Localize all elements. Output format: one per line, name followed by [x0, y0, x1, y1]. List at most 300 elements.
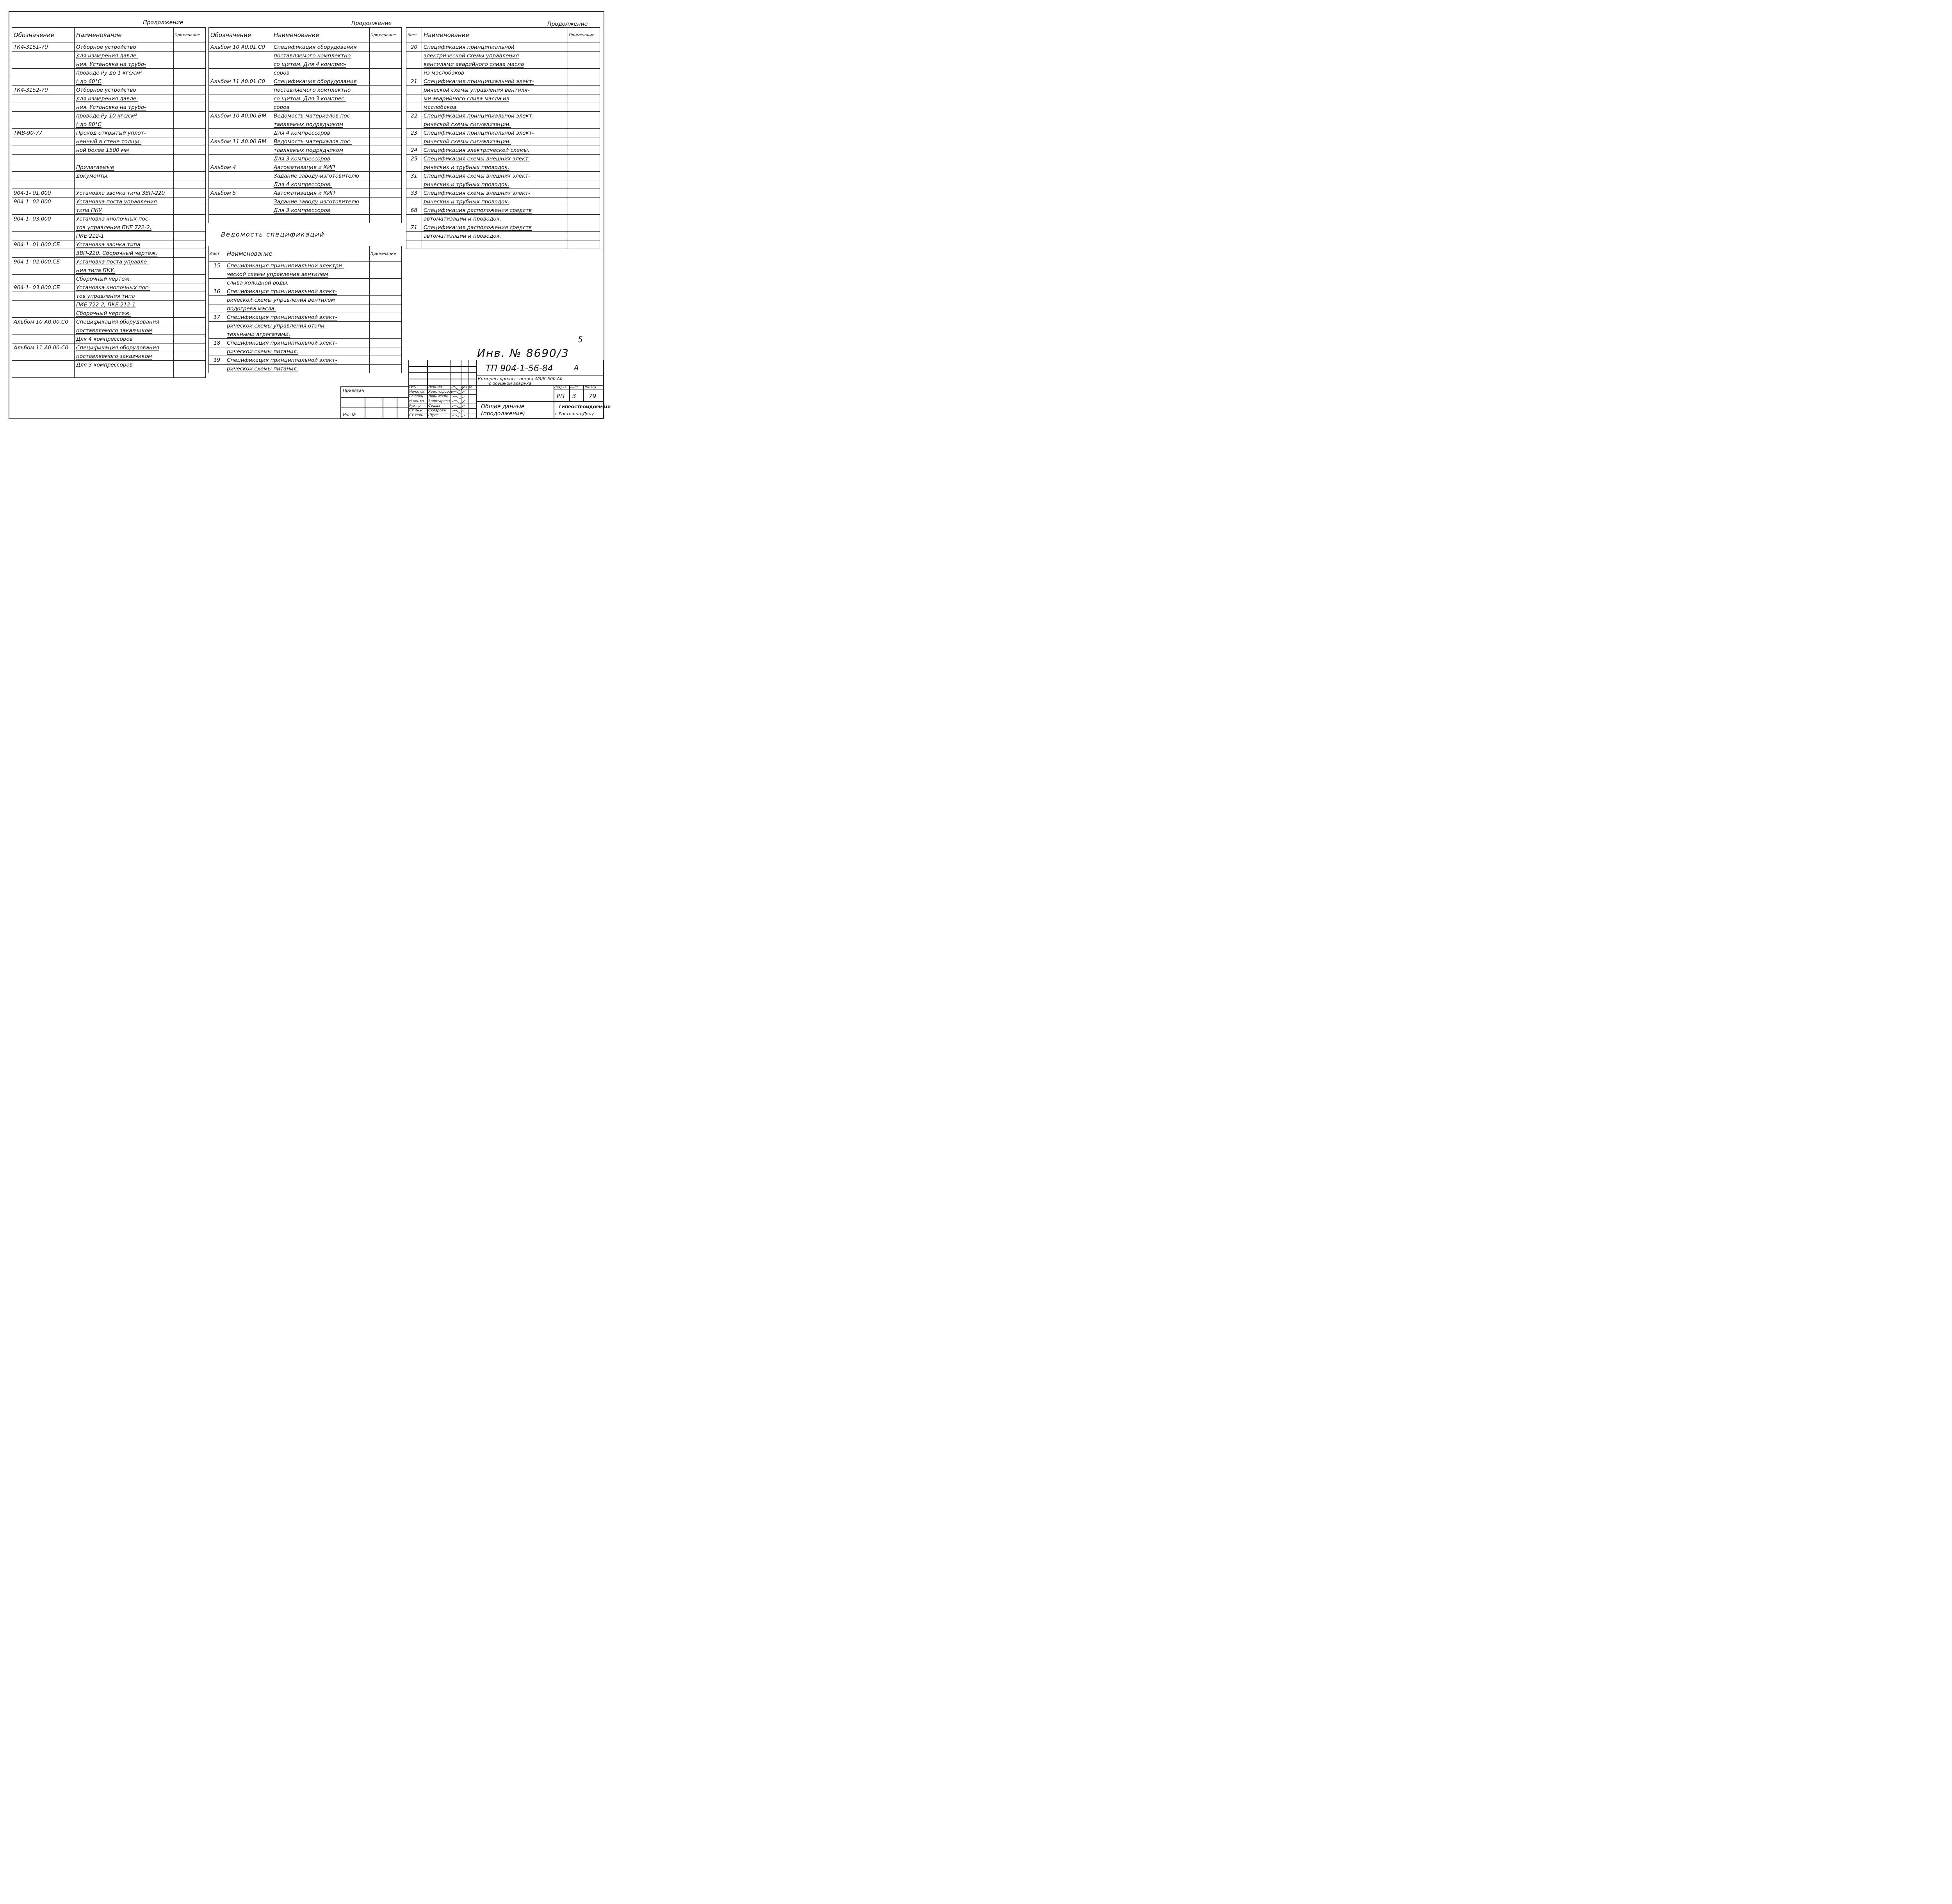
note-cell — [370, 146, 402, 155]
note-cell — [174, 43, 206, 52]
name-cell: Автоматизация и КИП — [272, 163, 370, 172]
name-cell: Спецификация расположения средств — [422, 206, 568, 215]
table-row — [209, 356, 402, 365]
table-row — [12, 112, 206, 120]
table-row — [12, 292, 206, 301]
table-row — [12, 283, 206, 292]
role-label: Рук.гр. — [409, 404, 422, 408]
name-cell: Для 4 компрессоров — [75, 335, 174, 343]
table-row — [406, 206, 600, 215]
designation-cell: 904-1- 01.000 — [12, 189, 75, 198]
designation-cell — [12, 275, 75, 283]
name-cell: Установка звонка типа ЗВП-220 — [75, 189, 174, 198]
note-cell — [370, 215, 402, 223]
table-row — [12, 266, 206, 275]
note-cell — [174, 223, 206, 232]
note-cell — [174, 258, 206, 266]
note-cell — [370, 112, 402, 120]
signer-name: Седых — [428, 404, 440, 408]
role-label: Гл.спец. — [409, 395, 424, 399]
table-row — [209, 155, 402, 163]
note-cell — [568, 189, 600, 198]
name-cell: Спецификация принципиальной электри- — [225, 262, 370, 270]
name-cell: из маслобаков — [422, 69, 568, 77]
note-cell — [174, 172, 206, 180]
name-cell: Проход открытый уплот- — [75, 129, 174, 137]
name-cell: Спецификация принципиальной элект- — [225, 313, 370, 322]
sheet-number-cell — [209, 330, 225, 339]
sheet-number-cell: 20 — [406, 43, 422, 52]
page-mark: 5 — [578, 335, 583, 344]
table-row — [12, 60, 206, 69]
note-cell — [174, 335, 206, 343]
designation-cell — [12, 249, 75, 258]
table-row — [12, 129, 206, 137]
name-cell: типа ПКУ — [75, 206, 174, 215]
sheet-number-cell — [406, 180, 422, 189]
sheet-number-cell — [406, 215, 422, 223]
table-row — [209, 137, 402, 146]
table-row — [12, 335, 206, 343]
designation-cell — [209, 215, 272, 223]
table-row — [12, 258, 206, 266]
note-cell — [568, 240, 600, 249]
designation-cell — [12, 60, 75, 69]
note-cell — [568, 180, 600, 189]
name-cell: Спецификация оборудования — [272, 77, 370, 86]
name-cell — [75, 180, 174, 189]
name-cell: рической схемы управления вентиля- — [422, 86, 568, 94]
note-cell — [370, 172, 402, 180]
name-cell: Спецификация схемы внешних элект- — [422, 155, 568, 163]
table-row — [209, 43, 402, 52]
signatures-graphic — [450, 385, 468, 418]
signer-name: Золотарева — [428, 399, 450, 403]
table-row — [209, 60, 402, 69]
note-cell — [174, 361, 206, 369]
note-cell — [370, 103, 402, 112]
designation-cell — [12, 292, 75, 301]
table-row — [12, 86, 206, 94]
col-designation-header: Обозначение — [209, 28, 272, 43]
designation-cell — [12, 266, 75, 275]
name-cell: Задание заводу-изготовителю — [272, 172, 370, 180]
note-cell — [370, 60, 402, 69]
sheet-number-cell — [406, 137, 422, 146]
table-row — [12, 103, 206, 112]
note-cell — [174, 318, 206, 326]
designation-cell: Альбом 11 А0.00.С0 — [12, 343, 75, 352]
note-cell — [568, 172, 600, 180]
note-cell — [370, 270, 402, 279]
note-cell — [370, 296, 402, 304]
name-cell: тавляемых подрядчиком — [272, 146, 370, 155]
col-sheet-header: Лист — [209, 246, 225, 262]
note-cell — [174, 155, 206, 163]
sheet-number-cell: 24 — [406, 146, 422, 155]
note-cell — [174, 52, 206, 60]
note-cell — [568, 77, 600, 86]
table-row — [12, 52, 206, 60]
name-cell: Автоматизация и КИП — [272, 189, 370, 198]
name-cell: Для 3 компрессоров — [75, 361, 174, 369]
table-row — [406, 120, 600, 129]
designation-cell: Альбом 11 А0.00.ВМ — [209, 137, 272, 146]
designation-cell — [209, 120, 272, 129]
name-cell: Задание заводу-изготовителю — [272, 198, 370, 206]
sheets-value: 79 — [589, 393, 597, 400]
designation-cell: Альбом 10 А0.01.С0 — [209, 43, 272, 52]
name-cell: для измерения давле- — [75, 94, 174, 103]
org-city: г.Ростов-на-Дону — [555, 411, 594, 416]
note-cell — [568, 215, 600, 223]
table-row — [209, 129, 402, 137]
note-cell — [370, 339, 402, 347]
table-row — [209, 330, 402, 339]
name-cell: t до 80°С — [75, 120, 174, 129]
note-cell — [568, 103, 600, 112]
note-cell — [370, 198, 402, 206]
sheet-number-cell — [406, 120, 422, 129]
name-cell: Отборное устройство — [75, 43, 174, 52]
name-cell: со щитом. Для 3 компрес- — [272, 94, 370, 103]
sheet-number-cell: 16 — [209, 287, 225, 296]
name-cell: рических и трубных проводок. — [422, 198, 568, 206]
table-row — [209, 287, 402, 296]
table-row — [406, 240, 600, 249]
designation-cell — [12, 301, 75, 309]
table-row — [209, 77, 402, 86]
note-cell — [174, 69, 206, 77]
table-row — [406, 52, 600, 60]
name-cell: Ведомость материалов пос- — [272, 112, 370, 120]
table-row — [406, 60, 600, 69]
table-row — [12, 180, 206, 189]
table-row — [209, 304, 402, 313]
designation-cell: 904-1- 02.000.СБ — [12, 258, 75, 266]
note-cell — [370, 330, 402, 339]
table-row — [12, 172, 206, 180]
name-cell: Сборочный чертеж. — [75, 309, 174, 318]
table-row — [406, 86, 600, 94]
note-cell — [370, 86, 402, 94]
note-cell — [174, 146, 206, 155]
table-row — [406, 180, 600, 189]
note-cell — [174, 163, 206, 172]
name-cell: поставляемого комплектно — [272, 86, 370, 94]
designation-cell — [209, 198, 272, 206]
note-cell — [568, 120, 600, 129]
name-cell: рических и трубных проводок. — [422, 163, 568, 172]
name-cell: рической схемы сигнализации. — [422, 120, 568, 129]
table-row — [12, 240, 206, 249]
designation-cell — [209, 103, 272, 112]
note-cell — [568, 86, 600, 94]
name-cell: документы. — [75, 172, 174, 180]
org-name: ГИПРОСТРОЙДОРМАШ — [559, 405, 611, 409]
table-row — [12, 309, 206, 318]
table-row — [209, 270, 402, 279]
designation-cell: 904-1- 01.000.СБ — [12, 240, 75, 249]
table-row — [12, 94, 206, 103]
sheet-number-cell: 19 — [209, 356, 225, 365]
name-cell: рической схемы сигнализации. — [422, 137, 568, 146]
note-cell — [174, 180, 206, 189]
designation-cell: 904-1- 02.000 — [12, 198, 75, 206]
sheet-number-cell: 68 — [406, 206, 422, 215]
sheet-number-cell: 22 — [406, 112, 422, 120]
designation-cell — [12, 120, 75, 129]
sheets-label: Листов — [584, 386, 596, 389]
designation-cell — [12, 103, 75, 112]
name-cell: слива холодной воды. — [225, 279, 370, 287]
name-cell: соров — [272, 103, 370, 112]
signer-name: Шуст — [428, 413, 438, 417]
table-row — [12, 352, 206, 361]
sheet-table-3 — [406, 27, 600, 249]
sheet-number-cell — [209, 347, 225, 356]
note-cell — [174, 94, 206, 103]
table-row — [209, 69, 402, 77]
table-row — [209, 52, 402, 60]
table-row — [406, 112, 600, 120]
sheet-number-cell: 23 — [406, 129, 422, 137]
table-row — [406, 155, 600, 163]
name-cell: автоматизации и проводок. — [422, 215, 568, 223]
name-cell — [272, 215, 370, 223]
designation-cell — [209, 86, 272, 94]
name-cell: Сборочный чертеж. — [75, 275, 174, 283]
designation-cell — [209, 172, 272, 180]
table-row — [12, 163, 206, 172]
name-cell: проводе Ру до 1 кгс/см² — [75, 69, 174, 77]
name-cell: вентилями аварийного слива масла — [422, 60, 568, 69]
name-cell: Для 3 компрессоров — [272, 155, 370, 163]
name-cell: Установка поста управления — [75, 198, 174, 206]
name-cell: Спецификация принципиальной элект- — [422, 129, 568, 137]
name-cell: Спецификация схемы внешних элект- — [422, 172, 568, 180]
note-cell — [568, 163, 600, 172]
note-cell — [174, 86, 206, 94]
designation-cell — [12, 326, 75, 335]
name-cell: поставляемого заказчиком — [75, 352, 174, 361]
table-row — [406, 198, 600, 206]
name-cell: проводе Ру 10 кгс/см² — [75, 112, 174, 120]
table-row — [209, 347, 402, 356]
note-cell — [568, 112, 600, 120]
note-cell — [568, 129, 600, 137]
note-cell — [370, 155, 402, 163]
signer-name: Христофоров — [428, 390, 453, 394]
designation-cell: Альбом 10 А0.00.С0 — [12, 318, 75, 326]
designation-cell — [12, 361, 75, 369]
note-cell — [568, 69, 600, 77]
name-cell: ческой схемы управления вентилем — [225, 270, 370, 279]
table-row — [12, 361, 206, 369]
note-cell — [568, 137, 600, 146]
role-label: Нач.отд. — [409, 390, 425, 394]
spec-list-title: Ведомость спецификаций — [221, 231, 325, 238]
name-cell: ния. Установка на трубо- — [75, 103, 174, 112]
col-name-header: Наименование — [225, 246, 370, 262]
note-cell — [370, 52, 402, 60]
designation-table-1 — [12, 27, 206, 378]
sheet-number-cell — [406, 240, 422, 249]
note-cell — [174, 189, 206, 198]
designation-cell — [209, 180, 272, 189]
table-row — [406, 232, 600, 240]
note-cell — [370, 365, 402, 373]
note-cell — [568, 206, 600, 215]
col-note-header: Примечание — [174, 28, 206, 43]
signer-name: Левинский — [428, 395, 449, 399]
designation-cell — [209, 69, 272, 77]
name-cell: рической схемы питания. — [225, 347, 370, 356]
name-cell: тов управления типа — [75, 292, 174, 301]
sheet-number-cell: 33 — [406, 189, 422, 198]
designation-cell — [209, 60, 272, 69]
table-row — [12, 223, 206, 232]
table-row — [12, 120, 206, 129]
name-cell: Установка поста управле- — [75, 258, 174, 266]
table-row — [12, 232, 206, 240]
note-cell — [568, 52, 600, 60]
designation-cell: 904-1- 03.000.СБ — [12, 283, 75, 292]
table-row — [209, 103, 402, 112]
name-cell: ненный в стене толщи- — [75, 137, 174, 146]
table-row — [12, 369, 206, 378]
note-cell — [568, 223, 600, 232]
project-line-2: с осушкой воздуха — [489, 381, 532, 386]
name-cell: ной более 1500 мм — [75, 146, 174, 155]
designation-cell — [12, 77, 75, 86]
note-cell — [370, 279, 402, 287]
sheet-number-cell — [209, 279, 225, 287]
name-cell: поставляемого комплектно — [272, 52, 370, 60]
sheet-table-4 — [208, 246, 402, 373]
inventory-number: Инв. № 8690/3 — [477, 347, 570, 359]
table-row — [12, 326, 206, 335]
name-cell: Установка звонка типа — [75, 240, 174, 249]
name-cell: соров — [272, 69, 370, 77]
designation-cell — [12, 146, 75, 155]
name-cell: ЗВП-220. Сборочный чертеж. — [75, 249, 174, 258]
note-cell — [174, 266, 206, 275]
note-cell — [568, 94, 600, 103]
designation-cell: ТМВ-90-77 — [12, 129, 75, 137]
name-cell: тов управления ПКЕ 722-2, — [75, 223, 174, 232]
col-name-header: Наименование — [422, 28, 568, 43]
sheet-number-cell — [406, 86, 422, 94]
designation-cell: Альбом 5 — [209, 189, 272, 198]
sheet-label: Лист — [570, 386, 578, 389]
signer-name: Склярова — [428, 409, 446, 413]
sheet-number-cell — [209, 270, 225, 279]
note-cell — [174, 326, 206, 335]
name-cell: Спецификация принципиальной элект- — [422, 77, 568, 86]
designation-cell — [12, 112, 75, 120]
note-cell — [174, 77, 206, 86]
table-row — [12, 137, 206, 146]
note-cell — [568, 60, 600, 69]
note-cell — [174, 249, 206, 258]
table-row — [12, 155, 206, 163]
name-cell: Спецификация схемы внешних элект- — [422, 189, 568, 198]
note-cell — [568, 155, 600, 163]
table-row — [209, 279, 402, 287]
note-cell — [174, 301, 206, 309]
table-row — [12, 189, 206, 198]
sheet-number-cell: 15 — [209, 262, 225, 270]
designation-cell — [12, 369, 75, 378]
table-row — [406, 103, 600, 112]
designation-cell — [209, 146, 272, 155]
note-cell — [174, 283, 206, 292]
name-cell: Спецификация расположения средств — [422, 223, 568, 232]
table-row — [209, 172, 402, 180]
name-cell — [75, 369, 174, 378]
designation-cell — [12, 94, 75, 103]
note-cell — [370, 322, 402, 330]
designation-cell — [209, 52, 272, 60]
table-row — [209, 94, 402, 103]
signer-name: Леонов — [428, 385, 442, 389]
note-cell — [370, 120, 402, 129]
table-row — [12, 343, 206, 352]
designation-cell — [12, 155, 75, 163]
name-cell: ния. Установка на трубо- — [75, 60, 174, 69]
note-cell — [370, 287, 402, 296]
name-cell: Спецификация электрической схемы. — [422, 146, 568, 155]
table-row — [406, 215, 600, 223]
name-cell — [75, 155, 174, 163]
name-cell: Спецификация оборудования — [272, 43, 370, 52]
note-cell — [174, 292, 206, 301]
note-cell — [370, 43, 402, 52]
continuation-caption-3: Продолжение — [547, 21, 588, 27]
sheet-number-cell — [406, 232, 422, 240]
designation-cell — [12, 352, 75, 361]
name-cell: подогрева масла. — [225, 304, 370, 313]
sign-date: 25.5.83 — [461, 385, 472, 388]
name-cell: ПКЕ 212-1 — [75, 232, 174, 240]
col-name-header: Наименование — [272, 28, 370, 43]
name-cell: Установка кнопочных пос- — [75, 283, 174, 292]
note-cell — [568, 43, 600, 52]
designation-cell — [12, 172, 75, 180]
note-cell — [370, 189, 402, 198]
designation-cell: ТК4-3151-70 — [12, 43, 75, 52]
note-cell — [568, 232, 600, 240]
table-row — [209, 146, 402, 155]
col-name-header: Наименование — [75, 28, 174, 43]
col-designation-header: Обозначение — [12, 28, 75, 43]
role-label: Н.контр. — [409, 399, 425, 403]
note-cell — [370, 77, 402, 86]
note-cell — [370, 180, 402, 189]
name-cell: рической схемы питания. — [225, 365, 370, 373]
designation-cell — [12, 69, 75, 77]
name-cell: для измерения давле- — [75, 52, 174, 60]
name-cell: Спецификация оборудования — [75, 343, 174, 352]
table-row — [406, 223, 600, 232]
designation-cell — [209, 129, 272, 137]
designation-cell — [12, 223, 75, 232]
sheet-number-cell — [406, 103, 422, 112]
designation-cell — [12, 206, 75, 215]
col-note-header: Примечание — [370, 28, 402, 43]
designation-cell — [12, 137, 75, 146]
